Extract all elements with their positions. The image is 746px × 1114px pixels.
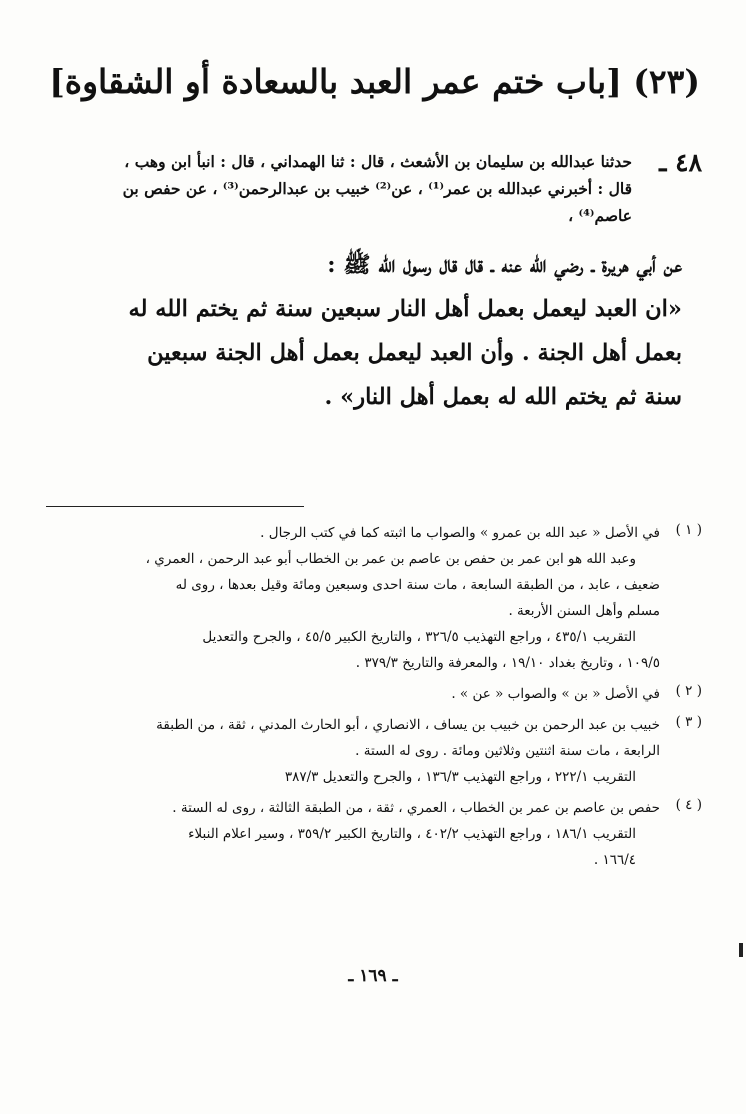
- footnotes: [40, 520, 702, 878]
- isnad-line: عاصم⁽⁴⁾ ،: [568, 206, 632, 225]
- page-number: ـ ١٦٩ ـ: [348, 966, 398, 986]
- chapter-title: (٢٣) [باب ختم عمر العبد بالسعادة أو الشقاوة]: [49, 62, 700, 101]
- hadith-number: ٤٨ ـ: [659, 148, 702, 177]
- matn-line: «ان العبد ليعمل بعمل أهل النار سبعين سنة ثم يختم الله له: [128, 296, 682, 322]
- footnote-line: مسلم وأهل السنن الأربعة .: [508, 603, 660, 619]
- isnad-line: حدثنا عبدالله بن سليمان بن الأشعث ، قال : ثنا الهمداني ، قال : انبأ ابن وهب ،: [124, 152, 632, 171]
- footnote-line: التقريب ١٨٦/١ ، وراجع التهذيب ٤٠٢/٢ ، والتاريخ الكبير ٣٥٩/٢ ، وسير اعلام النبلاء: [188, 826, 636, 842]
- footnote-number: ( ٣ ): [675, 714, 702, 730]
- matn-line: بعمل أهل الجنة . وأن العبد ليعمل بعمل أهل الجنة سبعين: [147, 340, 682, 366]
- footnote-line: التقريب ٢٢٢/١ ، وراجع التهذيب ١٣٦/٣ ، والجرح والتعديل ٣٨٧/٣: [284, 769, 636, 785]
- footnote-line: ضعيف ، عابد ، من الطبقة السابعة ، مات سنة احدى وسبعين ومائة وقيل بعدها ، روى له: [175, 577, 660, 593]
- isnad-line: قال : أخبرني عبدالله بن عمر⁽¹⁾ ، عن⁽²⁾ خبيب بن عبدالرحمن⁽³⁾ ، عن حفص بن: [122, 179, 632, 198]
- hadith-isnad: [72, 148, 632, 229]
- footnote-line: ١٦٦/٤ .: [593, 852, 636, 868]
- footnote-separator: [46, 506, 304, 507]
- hadith-block: [72, 148, 702, 419]
- footnote-line: في الأصل « بن » والصواب « عن » .: [451, 686, 660, 702]
- footnote-1: [40, 520, 702, 676]
- footnote-line: في الأصل « عبد الله بن عمرو » والصواب ما اثبته كما في كتب الرجال .: [260, 525, 660, 541]
- footnote-line: الرابعة ، مات سنة اثنتين وثلاثين ومائة . روى له الستة .: [355, 743, 660, 759]
- footnote-line: ١٠٩/٥ ، وتاريخ بغداد ١٩/١٠ ، والمعرفة والتاريخ ٣٧٩/٣ .: [355, 655, 660, 671]
- footnote-2: [40, 681, 702, 707]
- footnote-number: ( ١ ): [675, 522, 702, 538]
- footnote-line: حفص بن عاصم بن عمر بن الخطاب ، العمري ، ثقة ، من الطبقة الثالثة ، روى له الستة .: [172, 800, 660, 816]
- scan-edge-mark: [739, 943, 743, 957]
- footnote-number: ( ٤ ): [675, 797, 702, 813]
- footnote-line: التقريب ٤٣٥/١ ، وراجع التهذيب ٣٢٦/٥ ، والتاريخ الكبير ٤٥/٥ ، والجرح والتعديل: [202, 629, 636, 645]
- hadith-matn: [78, 243, 682, 419]
- footnote-line: خبيب بن عبد الرحمن بن خبيب بن يساف ، الانصاري ، أبو الحارث المدني ، ثقة ، من الطبقة: [156, 717, 660, 733]
- footnote-line: وعبد الله هو ابن عمر بن حفص بن عاصم بن عمر بن الخطاب أبو عبد الرحمن ، العمري ،: [145, 551, 636, 567]
- matn-line: سنة ثم يختم الله له بعمل أهل النار» .: [324, 384, 682, 410]
- footnote-3: [40, 712, 702, 790]
- matn-line: عن أبي هريرة ـ رضي الله عنه ـ قال قال رسول الله ﷺ :: [327, 252, 682, 278]
- footnote-4: [40, 795, 702, 873]
- footnote-number: ( ٢ ): [675, 683, 702, 699]
